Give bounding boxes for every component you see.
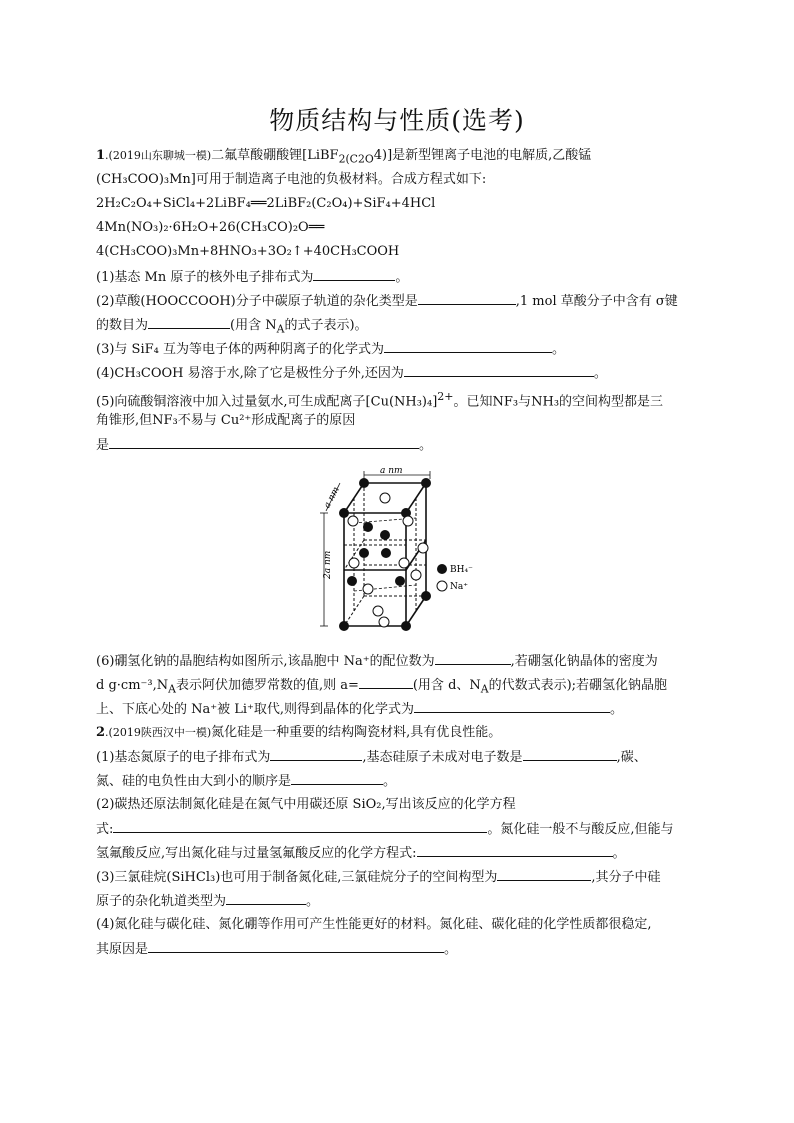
legend-bh4-label: BH₄⁻ — [450, 565, 473, 575]
bh4-ion — [395, 576, 405, 586]
q1-part1 — [96, 268, 408, 287]
q1-intro-a: 二氟草酸硼酸锂[LiBF — [211, 148, 339, 163]
q1-part6-text-e: 表示阿伏加德罗常数的值,则 a= — [175, 678, 359, 693]
dimension-label-a2: a nm — [322, 485, 342, 511]
answer-blank[interactable] — [113, 820, 487, 833]
na-ion — [363, 584, 373, 594]
q1-part3-text: (3)与 SiF₄ 互为等电子体的两种阴离子的化学式为 — [96, 342, 384, 357]
dimension-label-a: a nm — [380, 466, 403, 476]
q1-part5 — [96, 388, 663, 411]
q1-part5-text: (5)向硫酸铜溶液中加入过量氨水,可生成配离子[Cu(NH₃)₄] — [96, 394, 438, 410]
period: 。 — [395, 270, 409, 285]
bh4-ion — [339, 508, 349, 518]
na-ion — [418, 543, 428, 553]
bh4-ion — [380, 530, 390, 540]
q1-equation-2: 4Mn(NO₃)₂·6H₂O+26(CH₃CO)₂O══ — [96, 220, 325, 235]
bh4-ion — [421, 478, 431, 488]
q2-part1-text-d: 氮、硅的电负性由大到小的顺序是 — [96, 774, 292, 789]
legend-na-marker — [437, 581, 447, 591]
q1-part6-text-c: d g·cm⁻³,N — [96, 678, 169, 693]
q1-part2-text: (2)草酸(HOOCCOOH)分子中碳原子轨道的杂化类型是 — [96, 294, 418, 309]
bh4-ion — [359, 548, 369, 558]
q1-part5-text-d: 是 — [96, 438, 110, 453]
na-ion — [379, 617, 389, 627]
answer-blank[interactable] — [414, 700, 610, 713]
q1-part2-text-d: (用含 N — [230, 318, 277, 333]
answer-blank[interactable] — [109, 436, 419, 449]
q1-part6-sub: A — [168, 682, 176, 696]
na-ion — [411, 570, 421, 580]
answer-blank[interactable] — [291, 772, 383, 785]
q1-part2 — [96, 292, 678, 311]
period: 。 — [551, 342, 565, 357]
q1-part1-text: (1)基态 Mn 原子的核外电子排布式为 — [96, 270, 314, 285]
q2-part3 — [96, 868, 661, 887]
period: 。 — [593, 366, 607, 381]
q1-intro-line — [96, 147, 591, 169]
q2-part1-text: (1)基态氮原子的电子排布式为 — [96, 750, 271, 765]
q1-part4-text: (4)CH₃COOH 易溶于水,除了它是极性分子外,还因为 — [96, 366, 404, 381]
q2-part4-text-b: 其原因是 — [96, 942, 149, 957]
period: 。 — [419, 438, 433, 453]
q2-intro: 氮化硅是一种重要的结构陶瓷材料,具有优良性能。 — [211, 725, 502, 740]
legend-na-label: Na⁺ — [450, 582, 468, 592]
q1-part6-sub2: A — [480, 682, 489, 696]
legend-bh4-marker — [437, 564, 447, 574]
q1-part5-text-b: 。已知NF₃与NH₃的空间构型都是三 — [453, 394, 664, 410]
bh4-ion — [339, 621, 349, 631]
answer-blank[interactable] — [384, 340, 552, 353]
period: 。 — [610, 702, 624, 717]
answer-blank[interactable] — [523, 748, 617, 761]
period: 。 — [612, 846, 626, 861]
q1-part6-cont — [96, 676, 667, 699]
bh4-ion — [401, 621, 411, 631]
q2-part4: (4)氮化硅与碳化硅、氮化硼等作用可产生性能更好的材料。氮化硅、碳化硅的化学性质都很稳定, — [96, 917, 652, 932]
crystal-cell-diagram — [318, 463, 498, 641]
period: 。 — [444, 942, 458, 957]
q2-part3-text-c: 原子的杂化轨道类型为 — [96, 894, 227, 909]
na-ion — [403, 516, 413, 526]
bh4-ion — [381, 548, 391, 558]
q1-part6-text-i: 上、下底心处的 Na⁺被 Li⁺取代,则得到晶体的化学式为 — [96, 702, 415, 717]
answer-blank[interactable] — [270, 748, 362, 761]
q1-equation-1: 2H₂C₂O₄+SiCl₄+2LiBF₄══2LiBF₂(C₂O₄)+SiF₄+4HCl — [96, 196, 436, 211]
period: 。 — [306, 894, 320, 909]
answer-blank[interactable] — [418, 292, 516, 305]
bh4-ion — [363, 522, 373, 532]
page-title: 物质结构与性质(选考) — [269, 106, 525, 135]
q2-part1 — [96, 748, 647, 767]
q2-part2-cont2 — [96, 844, 626, 863]
q1-part4 — [96, 364, 607, 383]
bh4-ion — [421, 591, 431, 601]
q1-part2-text-f: 的式子表示)。 — [284, 318, 368, 333]
q1-part2-text-b: ,1 mol 草酸分子中含有 σ键 — [515, 294, 678, 309]
q1-part6-text: (6)硼氢化钠的晶胞结构如图所示,该晶胞中 Na⁺的配位数为 — [96, 654, 435, 669]
q1-part2-text-c: 的数目为 — [96, 318, 149, 333]
q1-part6-text-h: 的代数式表示);若硼氢化钠晶胞 — [488, 678, 668, 693]
q1-part5-cont2 — [96, 436, 432, 455]
q2-intro-line — [96, 724, 501, 742]
q1-intro-sub2: 2O — [357, 152, 374, 166]
answer-blank[interactable] — [404, 364, 594, 377]
q2-part2-text-c: 。氮化硅一般不与酸反应,但能与 — [487, 822, 674, 837]
q2-part2-text-d: 氢氟酸反应,写出氮化硅与过量氢氟酸反应的化学方程式: — [96, 846, 417, 861]
na-ion — [349, 558, 359, 568]
answer-blank[interactable] — [435, 652, 511, 665]
bh4-ion — [347, 576, 357, 586]
q1-part2-cont — [96, 316, 368, 339]
na-ion — [380, 493, 390, 503]
q1-part3 — [96, 340, 565, 359]
q2-part1-text-b: ,基态硅原子未成对电子数是 — [362, 750, 523, 765]
q2-part2: (2)碳热还原法制氮化硅是在氮气中用碳还原 SiO₂,写出该反应的化学方程 — [96, 797, 516, 812]
na-ion — [373, 606, 383, 616]
q1-part5-cont: 角锥形,但NF₃不易与 Cu²⁺形成配离子的原因 — [96, 413, 356, 428]
q2-part3-cont — [96, 892, 319, 911]
q1-intro-sub1: 2(C — [338, 152, 358, 166]
q1-part5-sup: 2+ — [437, 390, 454, 403]
q1-part2-sub: A — [276, 322, 285, 336]
answer-blank[interactable] — [417, 844, 613, 857]
q2-part1-cont — [96, 772, 396, 791]
answer-blank[interactable] — [148, 316, 230, 329]
q2-source: .(2019陕西汉中一模) — [105, 726, 212, 739]
q1-equation-3: 4(CH₃COO)₃Mn+8HNO₃+3O₂↑+40CH₃COOH — [96, 244, 400, 259]
answer-blank[interactable] — [359, 676, 413, 689]
q2-part2-cont — [96, 820, 674, 839]
q2-part2-text-b: 式: — [96, 822, 114, 837]
na-ion — [348, 516, 358, 526]
q1-intro-d: 4)]是新型锂离子电池的电解质,乙酸锰 — [373, 148, 592, 163]
q2-part3-text-b: ,其分子中硅 — [591, 870, 661, 885]
q1-intro-line2: (CH₃COO)₃Mn]可用于制造离子电池的负极材料。合成方程式如下: — [96, 172, 487, 187]
answer-blank[interactable] — [148, 940, 444, 953]
bh4-ion — [359, 478, 369, 488]
q1-part6-text-f: (用含 d、N — [412, 678, 481, 693]
q1-part6-cont2 — [96, 700, 623, 719]
q1-part6-text-b: ,若硼氢化钠晶体的密度为 — [510, 654, 658, 669]
answer-blank[interactable] — [313, 268, 395, 281]
q2-part3-text: (3)三氯硅烷(SiHCl₃)也可用于制备氮化硅,三氯硅烷分子的空间构型为 — [96, 870, 498, 885]
q2-part4-cont — [96, 940, 457, 959]
dimension-label-2a: 2a nm — [323, 550, 333, 579]
q1-number: 1 — [96, 148, 106, 163]
answer-blank[interactable] — [226, 892, 306, 905]
q1-part6 — [96, 652, 658, 671]
answer-blank[interactable] — [497, 868, 591, 881]
q2-number: 2 — [96, 725, 106, 740]
na-ion — [399, 558, 409, 568]
q2-part1-text-c: ,碳、 — [616, 750, 647, 765]
period: 。 — [383, 774, 397, 789]
q1-source: .(2019山东聊城一模) — [105, 149, 212, 162]
